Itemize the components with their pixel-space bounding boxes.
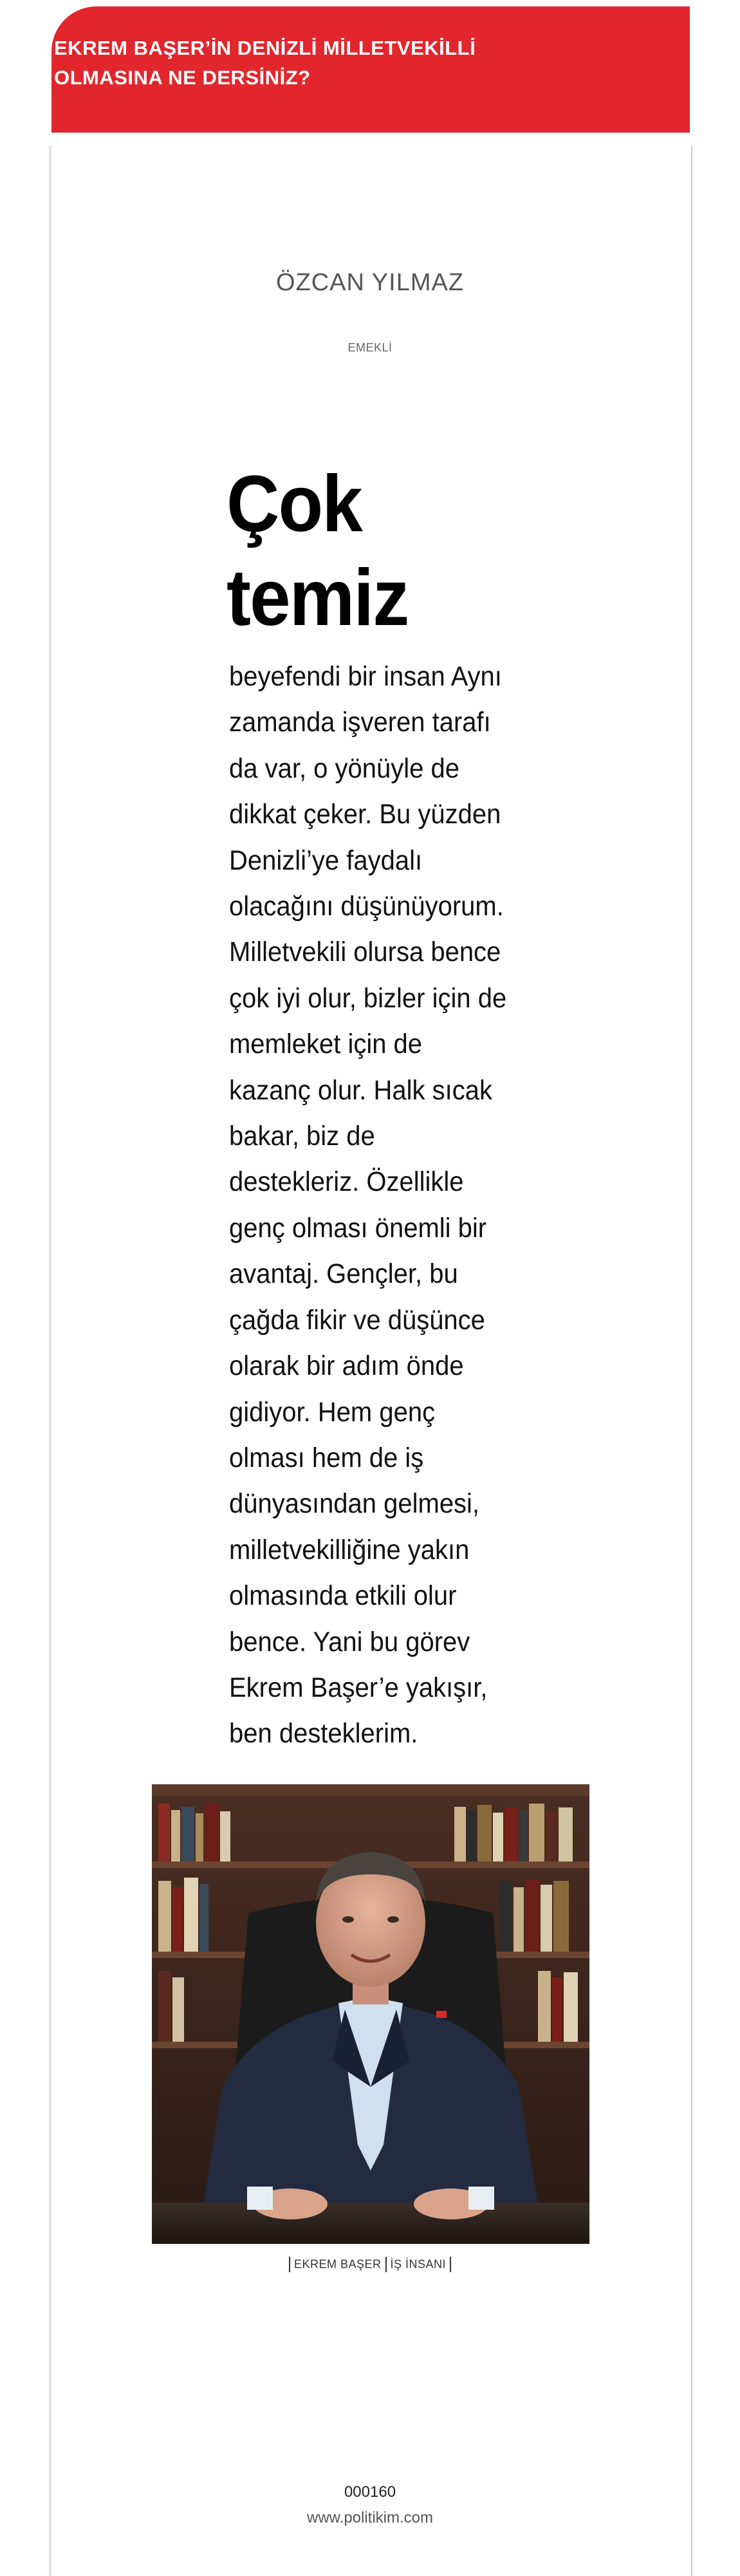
body-line: dünyasından gelmesi, bbox=[229, 1488, 480, 1520]
body-line: olarak bir adım önde bbox=[229, 1350, 464, 1382]
frame-left-border bbox=[50, 145, 51, 2576]
body-line: Milletvekili olursa bence bbox=[229, 937, 501, 968]
body-line: bence. Yani bu görev bbox=[229, 1626, 470, 1657]
body-line: bakar, biz de bbox=[229, 1121, 375, 1152]
article-body bbox=[229, 654, 510, 1757]
body-line: olmasında etkili olur bbox=[229, 1580, 457, 1612]
body-line: da var, o yönüyle de bbox=[229, 752, 459, 784]
headline-line-2: temiz bbox=[227, 554, 409, 642]
body-line: dikkat çeker. Bu yüzden bbox=[229, 799, 501, 830]
body-line: genç olması önemli bir bbox=[229, 1212, 487, 1244]
page-number: 000160 bbox=[344, 2483, 396, 2501]
caption-role: İŞ İNSANI bbox=[390, 2257, 447, 2271]
body-line: avantaj. Gençler, bu bbox=[229, 1258, 458, 1290]
frame-right-border bbox=[691, 145, 692, 2576]
body-line: memleket için de bbox=[229, 1029, 423, 1060]
body-line: gidiyor. Hem genç bbox=[229, 1396, 436, 1428]
portrait-photo bbox=[152, 1784, 589, 2244]
body-line: beyefendi bir insan Aynı bbox=[229, 661, 502, 692]
photo-caption bbox=[0, 2257, 740, 2272]
caption-divider bbox=[289, 2257, 290, 2272]
desk bbox=[152, 2203, 589, 2244]
banner-title-line-2: OLMASINA NE DERSİNİZ? bbox=[54, 66, 311, 89]
banner-title-line-1: EKREM BAŞER’İN DENİZLİ MİLLETVEKİLLİ bbox=[54, 37, 476, 59]
body-line: kazanç olur. Halk sıcak bbox=[229, 1074, 492, 1106]
flag-pin bbox=[436, 2011, 447, 2018]
body-line: Denizli’ye faydalı bbox=[229, 845, 423, 876]
caption-divider bbox=[450, 2257, 451, 2272]
article-headline bbox=[227, 457, 523, 645]
body-line: ben desteklerim. bbox=[229, 1718, 418, 1750]
body-line: destekleriz. Özellikle bbox=[229, 1166, 464, 1198]
body-line: çağda fikir ve düşünce bbox=[229, 1304, 485, 1336]
headline-line-1: Çok bbox=[227, 460, 362, 548]
caption-name: EKREM BAŞER bbox=[293, 2257, 382, 2271]
website-url: www.politikim.com bbox=[306, 2509, 434, 2526]
body-line: olması hem de iş bbox=[229, 1442, 424, 1473]
author-name: ÖZCAN YILMAZ bbox=[275, 269, 465, 296]
author-title: EMEKLİ bbox=[347, 341, 393, 354]
body-line: çok iyi olur, bizler için de bbox=[229, 982, 507, 1014]
body-line: olacağını düşünüyorum. bbox=[229, 891, 504, 922]
banner-title bbox=[54, 33, 620, 93]
caption-divider bbox=[385, 2257, 387, 2272]
body-line: milletvekilliğine yakın bbox=[229, 1534, 470, 1565]
body-line: zamanda işveren tarafı bbox=[229, 707, 491, 738]
portrait-illustration bbox=[152, 1784, 589, 2244]
body-line: Ekrem Başer’e yakışır, bbox=[229, 1672, 488, 1703]
